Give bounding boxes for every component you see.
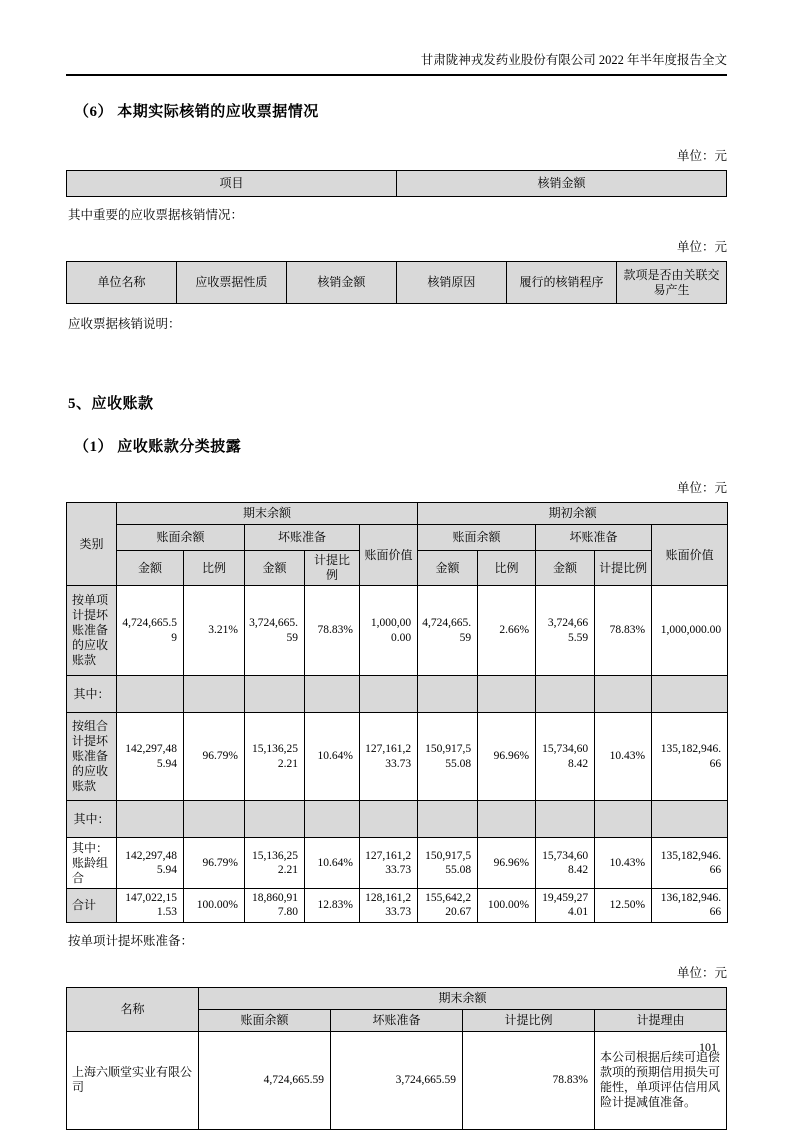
section5-title: 5、应收账款 bbox=[68, 396, 154, 412]
column-header-unit-name: 单位名称 bbox=[67, 262, 177, 304]
unit-label: 单位：元 bbox=[676, 240, 727, 254]
table-header-row bbox=[67, 262, 727, 304]
row-label: 按组合计提坏账准备的应收账款 bbox=[67, 713, 117, 801]
column-header-category: 类别 bbox=[67, 503, 117, 586]
table-cell: 10.64% bbox=[305, 713, 360, 801]
table-cell bbox=[184, 676, 245, 713]
table-header-row bbox=[67, 987, 727, 1009]
row-label: 其中： bbox=[67, 801, 117, 838]
table-cell bbox=[305, 676, 360, 713]
column-header-book-value: 账面价值 bbox=[360, 525, 418, 586]
table-row bbox=[67, 801, 728, 838]
row-label-total: 合计 bbox=[67, 889, 117, 923]
column-header-provision-ratio: 计提比例 bbox=[305, 551, 360, 586]
table-cell: 15,734,608.42 bbox=[536, 838, 595, 889]
column-header-bad-debt-provision: 坏账准备 bbox=[536, 525, 652, 551]
table-header-row bbox=[67, 503, 728, 525]
row-label: 其中：账龄组合 bbox=[67, 838, 117, 889]
table-cell: 142,297,485.94 bbox=[117, 713, 184, 801]
table-row bbox=[67, 713, 728, 801]
column-header-period-end: 期末余额 bbox=[117, 503, 418, 525]
table-cell: 12.50% bbox=[595, 889, 652, 923]
column-header-book-balance: 账面余额 bbox=[117, 525, 245, 551]
column-header-ratio: 比例 bbox=[478, 551, 536, 586]
table-cell bbox=[117, 801, 184, 838]
table-cell: 78.83% bbox=[595, 586, 652, 676]
table-cell: 19,459,274.01 bbox=[536, 889, 595, 923]
table-row bbox=[67, 838, 728, 889]
column-header-period-end: 期末余额 bbox=[199, 987, 727, 1009]
doc-header bbox=[66, 50, 727, 76]
table-cell: 127,161,233.73 bbox=[360, 838, 418, 889]
table-cell: 96.79% bbox=[184, 713, 245, 801]
column-header-provision-reason: 计提理由 bbox=[595, 1009, 727, 1031]
table-cell: 10.43% bbox=[595, 713, 652, 801]
table-cell: 100.00% bbox=[478, 889, 536, 923]
column-header-period-begin: 期初余额 bbox=[418, 503, 728, 525]
column-header-procedure: 履行的核销程序 bbox=[506, 262, 616, 304]
column-header-amount: 金额 bbox=[418, 551, 478, 586]
column-header-writeoff-amount: 核销金额 bbox=[397, 171, 727, 197]
table-cell: 3,724,665.59 bbox=[536, 586, 595, 676]
column-header-book-balance: 账面余额 bbox=[418, 525, 536, 551]
table-cell bbox=[652, 801, 728, 838]
table-cell: 1,000,000.00 bbox=[652, 586, 728, 676]
unit-label: 单位：元 bbox=[676, 481, 727, 495]
table-cell: 2.66% bbox=[478, 586, 536, 676]
table-cell: 10.64% bbox=[305, 838, 360, 889]
table-cell bbox=[245, 676, 305, 713]
table-cell: 1,000,000.00 bbox=[360, 586, 418, 676]
ar-classification-table bbox=[66, 502, 728, 923]
table-row-total bbox=[67, 889, 728, 923]
column-header-writeoff-reason: 核销原因 bbox=[396, 262, 506, 304]
table-cell: 135,182,946.66 bbox=[652, 838, 728, 889]
row-label: 按单项计提坏账准备的应收账款 bbox=[67, 586, 117, 676]
table-cell: 15,136,252.21 bbox=[245, 713, 305, 801]
table-cell: 4,724,665.59 bbox=[117, 586, 184, 676]
table-cell bbox=[478, 676, 536, 713]
table-cell bbox=[245, 801, 305, 838]
table-cell: 4,724,665.59 bbox=[418, 586, 478, 676]
column-header-provision-ratio: 计提比例 bbox=[595, 551, 652, 586]
unit-label: 单位：元 bbox=[676, 149, 727, 163]
table-cell: 3.21% bbox=[184, 586, 245, 676]
table-cell: 147,022,151.53 bbox=[117, 889, 184, 923]
table-header-row bbox=[67, 171, 727, 197]
table-cell bbox=[595, 801, 652, 838]
table-cell bbox=[536, 676, 595, 713]
table-cell: 3,724,665.59 bbox=[245, 586, 305, 676]
table-cell: 128,161,233.73 bbox=[360, 889, 418, 923]
table-cell: 96.96% bbox=[478, 713, 536, 801]
column-header-amount: 金额 bbox=[117, 551, 184, 586]
unit-label: 单位：元 bbox=[676, 965, 727, 980]
table-cell bbox=[652, 676, 728, 713]
table-cell: 155,642,220.67 bbox=[418, 889, 478, 923]
table-cell bbox=[360, 676, 418, 713]
page-number: 101 bbox=[699, 1040, 717, 1054]
table-cell: 12.83% bbox=[305, 889, 360, 923]
important-writeoff-table bbox=[66, 261, 727, 304]
table-cell: 18,860,917.80 bbox=[245, 889, 305, 923]
table-cell: 142,297,485.94 bbox=[117, 838, 184, 889]
section6-title: （6） 本期实际核销的应收票据情况 bbox=[74, 104, 319, 120]
table-cell bbox=[360, 801, 418, 838]
table-cell: 78.83% bbox=[305, 586, 360, 676]
column-header-related-party: 款项是否由关联交易产生 bbox=[616, 262, 726, 304]
column-header-writeoff-amount: 核销金额 bbox=[286, 262, 396, 304]
column-header-amount: 金额 bbox=[536, 551, 595, 586]
table-cell: 136,182,946.66 bbox=[652, 889, 728, 923]
doc-header-title: 甘肃陇神戎发药业股份有限公司 2022 年半年度报告全文 bbox=[420, 53, 727, 67]
provision-ratio-cell: 78.83% bbox=[463, 1031, 595, 1129]
individual-provision-note: 按单项计提坏账准备： bbox=[68, 933, 194, 948]
table-cell: 100.00% bbox=[184, 889, 245, 923]
bad-debt-provision-cell: 3,724,665.59 bbox=[331, 1031, 463, 1129]
column-header-bad-debt-provision: 坏账准备 bbox=[245, 525, 360, 551]
column-header-name: 名称 bbox=[67, 987, 199, 1031]
important-writeoff-note: 其中重要的应收票据核销情况： bbox=[68, 208, 244, 222]
table-cell: 127,161,233.73 bbox=[360, 713, 418, 801]
table-cell: 96.96% bbox=[478, 838, 536, 889]
table-cell bbox=[478, 801, 536, 838]
table-cell: 10.43% bbox=[595, 838, 652, 889]
debtor-name-cell: 上海六顺堂实业有限公司 bbox=[67, 1031, 199, 1129]
column-header-bad-debt-provision: 坏账准备 bbox=[331, 1009, 463, 1031]
table-cell bbox=[536, 801, 595, 838]
column-header-provision-ratio: 计提比例 bbox=[463, 1009, 595, 1031]
column-header-project: 项目 bbox=[67, 171, 397, 197]
table-header-row bbox=[67, 525, 728, 551]
table-cell bbox=[595, 676, 652, 713]
row-label: 其中： bbox=[67, 676, 117, 713]
table-cell bbox=[184, 801, 245, 838]
individual-provision-table bbox=[66, 987, 727, 1130]
table-row bbox=[67, 676, 728, 713]
writeoff-explain-note: 应收票据核销说明： bbox=[68, 317, 181, 331]
table-row bbox=[67, 586, 728, 676]
section5-1-title: （1） 应收账款分类披露 bbox=[74, 439, 242, 455]
table-cell: 96.79% bbox=[184, 838, 245, 889]
column-header-amount: 金额 bbox=[245, 551, 305, 586]
table-cell: 150,917,555.08 bbox=[418, 713, 478, 801]
column-header-book-balance: 账面余额 bbox=[199, 1009, 331, 1031]
column-header-note-nature: 应收票据性质 bbox=[176, 262, 286, 304]
table-cell: 15,136,252.21 bbox=[245, 838, 305, 889]
table-cell: 15,734,608.42 bbox=[536, 713, 595, 801]
column-header-ratio: 比例 bbox=[184, 551, 245, 586]
table-cell: 135,182,946.66 bbox=[652, 713, 728, 801]
provision-reason-cell: 本公司根据后续可追偿款项的预期信用损失可能性，单项评估信用风险计提减值准备。 bbox=[595, 1031, 727, 1129]
table-cell bbox=[418, 676, 478, 713]
book-balance-cell: 4,724,665.59 bbox=[199, 1031, 331, 1129]
table-cell bbox=[305, 801, 360, 838]
table-cell bbox=[418, 801, 478, 838]
writeoff-summary-table bbox=[66, 170, 727, 197]
table-cell bbox=[117, 676, 184, 713]
table-row bbox=[67, 1031, 727, 1129]
table-cell: 150,917,555.08 bbox=[418, 838, 478, 889]
column-header-book-value: 账面价值 bbox=[652, 525, 728, 586]
